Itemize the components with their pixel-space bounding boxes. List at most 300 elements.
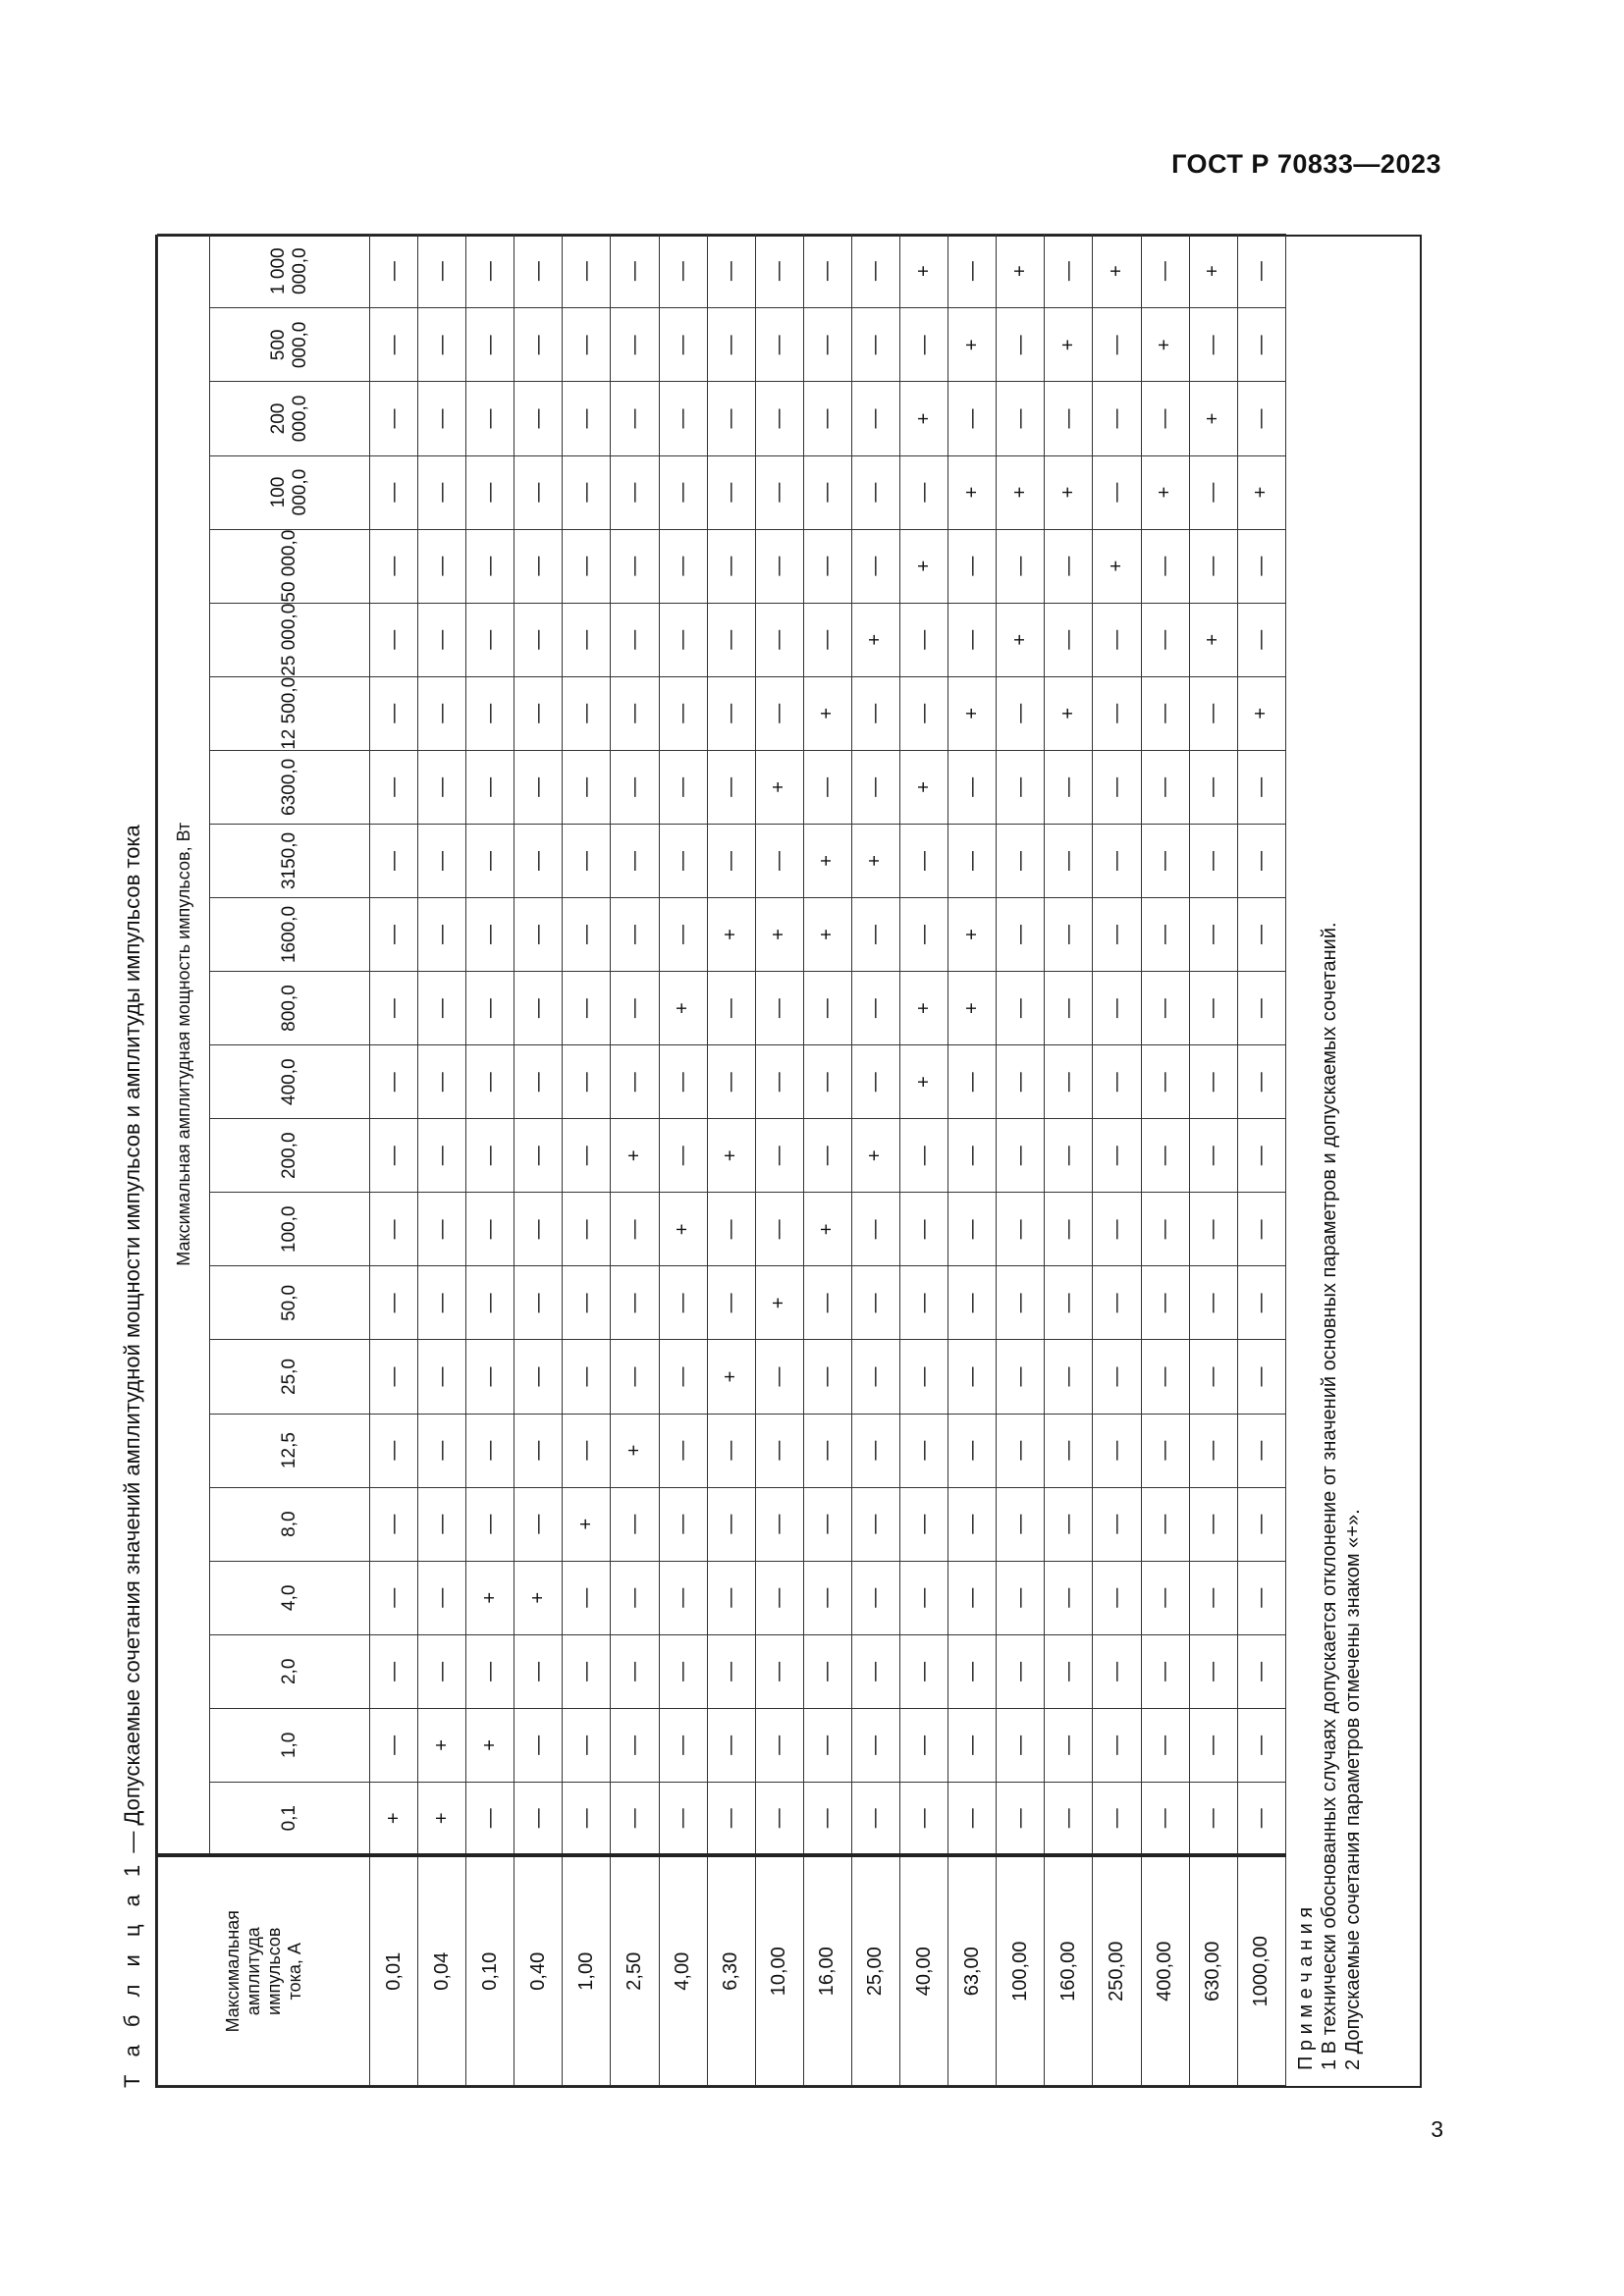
not-allowed-mark-cell: — bbox=[1141, 1634, 1189, 1708]
not-allowed-mark-cell: — bbox=[851, 1193, 899, 1266]
allowed-mark-cell: + bbox=[851, 824, 899, 897]
not-allowed-mark-cell: — bbox=[1237, 972, 1285, 1045]
not-allowed-mark-cell: — bbox=[514, 1487, 563, 1561]
not-allowed-mark-cell: — bbox=[659, 1119, 707, 1193]
not-allowed-mark-cell: — bbox=[1093, 750, 1141, 824]
not-allowed-mark-cell: — bbox=[707, 1414, 755, 1487]
table-row bbox=[466, 234, 514, 2085]
not-allowed-mark-cell: — bbox=[563, 603, 611, 676]
table-row bbox=[900, 234, 948, 2085]
not-allowed-mark-cell: — bbox=[1189, 1487, 1237, 1561]
allowed-mark-cell: + bbox=[611, 1119, 659, 1193]
power-column-header: 1,0 bbox=[210, 1708, 370, 1782]
not-allowed-mark-cell: — bbox=[1045, 1414, 1093, 1487]
not-allowed-mark-cell: — bbox=[563, 676, 611, 750]
not-allowed-mark-cell: — bbox=[707, 1487, 755, 1561]
allowed-mark-cell: + bbox=[948, 972, 997, 1045]
not-allowed-mark-cell: — bbox=[514, 1193, 563, 1266]
not-allowed-mark-cell: — bbox=[948, 1487, 997, 1561]
not-allowed-mark-cell: — bbox=[659, 455, 707, 529]
not-allowed-mark-cell: — bbox=[1045, 234, 1093, 307]
allowed-mark-cell: + bbox=[1189, 234, 1237, 307]
not-allowed-mark-cell: — bbox=[1045, 824, 1093, 897]
not-allowed-mark-cell: — bbox=[418, 897, 466, 971]
not-allowed-mark-cell: — bbox=[659, 824, 707, 897]
not-allowed-mark-cell: — bbox=[997, 1634, 1045, 1708]
not-allowed-mark-cell: — bbox=[466, 824, 514, 897]
not-allowed-mark-cell: — bbox=[997, 308, 1045, 382]
not-allowed-mark-cell: — bbox=[803, 529, 851, 603]
not-allowed-mark-cell: — bbox=[1189, 308, 1237, 382]
power-column-header: 100,0 bbox=[210, 1193, 370, 1266]
power-column-header: 25 000,0 bbox=[210, 603, 370, 676]
not-allowed-mark-cell: — bbox=[1093, 455, 1141, 529]
not-allowed-mark-cell: — bbox=[466, 750, 514, 824]
not-allowed-mark-cell: — bbox=[659, 1414, 707, 1487]
not-allowed-mark-cell: — bbox=[707, 308, 755, 382]
not-allowed-mark-cell: — bbox=[948, 750, 997, 824]
table-row bbox=[997, 234, 1045, 2085]
not-allowed-mark-cell: — bbox=[851, 1782, 899, 1855]
current-value-cell: 6,30 bbox=[707, 1856, 755, 2086]
not-allowed-mark-cell: — bbox=[611, 824, 659, 897]
not-allowed-mark-cell: — bbox=[900, 1634, 948, 1708]
table-caption-text: — Допускаемые сочетания значений амплитудной мощности импульсов и амплитуды импульсов тока bbox=[120, 825, 144, 1859]
not-allowed-mark-cell: — bbox=[997, 1414, 1045, 1487]
not-allowed-mark-cell: — bbox=[755, 1708, 803, 1782]
current-value-cell: 16,00 bbox=[803, 1856, 851, 2086]
not-allowed-mark-cell: — bbox=[1093, 308, 1141, 382]
not-allowed-mark-cell: — bbox=[514, 750, 563, 824]
not-allowed-mark-cell: — bbox=[900, 1340, 948, 1414]
not-allowed-mark-cell: — bbox=[803, 234, 851, 307]
not-allowed-mark-cell: — bbox=[803, 382, 851, 455]
allowed-mark-cell: + bbox=[900, 234, 948, 307]
not-allowed-mark-cell: — bbox=[611, 1782, 659, 1855]
power-column-header: 4,0 bbox=[210, 1561, 370, 1634]
not-allowed-mark-cell: — bbox=[1093, 1487, 1141, 1561]
not-allowed-mark-cell: — bbox=[948, 1340, 997, 1414]
not-allowed-mark-cell: — bbox=[1237, 308, 1285, 382]
current-value-cell: 630,00 bbox=[1189, 1856, 1237, 2086]
not-allowed-mark-cell: — bbox=[611, 1340, 659, 1414]
not-allowed-mark-cell: — bbox=[900, 1414, 948, 1487]
not-allowed-mark-cell: — bbox=[803, 750, 851, 824]
not-allowed-mark-cell: — bbox=[948, 603, 997, 676]
not-allowed-mark-cell: — bbox=[803, 1487, 851, 1561]
not-allowed-mark-cell: — bbox=[370, 1414, 418, 1487]
not-allowed-mark-cell: — bbox=[611, 1634, 659, 1708]
table-caption-label: Т а б л и ц а 1 bbox=[120, 1858, 144, 2088]
allowed-mark-cell: + bbox=[900, 382, 948, 455]
not-allowed-mark-cell: — bbox=[370, 897, 418, 971]
not-allowed-mark-cell: — bbox=[611, 603, 659, 676]
not-allowed-mark-cell: — bbox=[563, 308, 611, 382]
table-row bbox=[370, 234, 418, 2085]
not-allowed-mark-cell: — bbox=[370, 529, 418, 603]
not-allowed-mark-cell: — bbox=[370, 1266, 418, 1340]
not-allowed-mark-cell: — bbox=[707, 455, 755, 529]
not-allowed-mark-cell: — bbox=[1093, 676, 1141, 750]
power-column-header: 1600,0 bbox=[210, 897, 370, 971]
table-row bbox=[563, 234, 611, 2085]
allowed-mark-cell: + bbox=[997, 234, 1045, 307]
not-allowed-mark-cell: — bbox=[707, 676, 755, 750]
not-allowed-mark-cell: — bbox=[563, 234, 611, 307]
not-allowed-mark-cell: — bbox=[418, 676, 466, 750]
not-allowed-mark-cell: — bbox=[707, 1782, 755, 1855]
not-allowed-mark-cell: — bbox=[851, 1414, 899, 1487]
allowed-mark-cell: + bbox=[900, 750, 948, 824]
not-allowed-mark-cell: — bbox=[755, 1414, 803, 1487]
not-allowed-mark-cell: — bbox=[514, 1782, 563, 1855]
not-allowed-mark-cell: — bbox=[1141, 1414, 1189, 1487]
not-allowed-mark-cell: — bbox=[1093, 1119, 1141, 1193]
allowed-mark-cell: + bbox=[707, 1119, 755, 1193]
not-allowed-mark-cell: — bbox=[1189, 972, 1237, 1045]
not-allowed-mark-cell: — bbox=[1189, 1340, 1237, 1414]
not-allowed-mark-cell: — bbox=[418, 603, 466, 676]
not-allowed-mark-cell: — bbox=[803, 1561, 851, 1634]
not-allowed-mark-cell: — bbox=[1141, 1487, 1189, 1561]
not-allowed-mark-cell: — bbox=[1093, 824, 1141, 897]
not-allowed-mark-cell: — bbox=[851, 234, 899, 307]
current-header-line: тока, А bbox=[284, 1943, 304, 2001]
not-allowed-mark-cell: — bbox=[1189, 824, 1237, 897]
not-allowed-mark-cell: — bbox=[707, 603, 755, 676]
allowed-mark-cell: + bbox=[370, 1782, 418, 1855]
not-allowed-mark-cell: — bbox=[948, 1708, 997, 1782]
table-row bbox=[803, 234, 851, 2085]
not-allowed-mark-cell: — bbox=[1189, 897, 1237, 971]
power-column-header: 200 000,0 bbox=[210, 382, 370, 455]
power-column-header: 50,0 bbox=[210, 1266, 370, 1340]
not-allowed-mark-cell: — bbox=[659, 1045, 707, 1119]
allowed-mark-cell: + bbox=[851, 603, 899, 676]
not-allowed-mark-cell: — bbox=[707, 972, 755, 1045]
not-allowed-mark-cell: — bbox=[418, 1414, 466, 1487]
not-allowed-mark-cell: — bbox=[1045, 603, 1093, 676]
not-allowed-mark-cell: — bbox=[1045, 1340, 1093, 1414]
not-allowed-mark-cell: — bbox=[1093, 1340, 1141, 1414]
table-row bbox=[659, 234, 707, 2085]
not-allowed-mark-cell: — bbox=[659, 1708, 707, 1782]
not-allowed-mark-cell: — bbox=[370, 1634, 418, 1708]
not-allowed-mark-cell: — bbox=[1141, 1708, 1189, 1782]
allowed-mark-cell: + bbox=[900, 529, 948, 603]
not-allowed-mark-cell: — bbox=[659, 1634, 707, 1708]
not-allowed-mark-cell: — bbox=[997, 1045, 1045, 1119]
not-allowed-mark-cell: — bbox=[514, 382, 563, 455]
allowed-mark-cell: + bbox=[466, 1561, 514, 1634]
notes-title: П р и м е ч а н и я bbox=[1294, 1906, 1317, 2070]
not-allowed-mark-cell: — bbox=[418, 824, 466, 897]
not-allowed-mark-cell: — bbox=[514, 455, 563, 529]
not-allowed-mark-cell: — bbox=[1045, 1266, 1093, 1340]
table-row bbox=[418, 234, 466, 2085]
not-allowed-mark-cell: — bbox=[755, 382, 803, 455]
not-allowed-mark-cell: — bbox=[900, 308, 948, 382]
not-allowed-mark-cell: — bbox=[851, 750, 899, 824]
not-allowed-mark-cell: — bbox=[948, 1266, 997, 1340]
power-group-header: Максимальная амплитудная мощность импульсов, Вт bbox=[158, 234, 210, 1855]
not-allowed-mark-cell: — bbox=[370, 234, 418, 307]
not-allowed-mark-cell: — bbox=[1141, 1340, 1189, 1414]
not-allowed-mark-cell: — bbox=[466, 1119, 514, 1193]
table-row bbox=[1141, 234, 1189, 2085]
table-row bbox=[514, 234, 563, 2085]
current-header-line: импульсов bbox=[263, 1927, 284, 2015]
allowed-mark-cell: + bbox=[900, 972, 948, 1045]
not-allowed-mark-cell: — bbox=[418, 234, 466, 307]
not-allowed-mark-cell: — bbox=[1189, 1414, 1237, 1487]
not-allowed-mark-cell: — bbox=[1093, 972, 1141, 1045]
not-allowed-mark-cell: — bbox=[707, 1045, 755, 1119]
not-allowed-mark-cell: — bbox=[707, 234, 755, 307]
allowed-mark-cell: + bbox=[948, 308, 997, 382]
not-allowed-mark-cell: — bbox=[563, 1561, 611, 1634]
current-column-header bbox=[158, 1856, 370, 2086]
not-allowed-mark-cell: — bbox=[755, 234, 803, 307]
not-allowed-mark-cell: — bbox=[707, 1708, 755, 1782]
not-allowed-mark-cell: — bbox=[1093, 1561, 1141, 1634]
not-allowed-mark-cell: — bbox=[659, 529, 707, 603]
not-allowed-mark-cell: — bbox=[707, 1561, 755, 1634]
not-allowed-mark-cell: — bbox=[514, 234, 563, 307]
not-allowed-mark-cell: — bbox=[755, 1340, 803, 1414]
not-allowed-mark-cell: — bbox=[466, 603, 514, 676]
allowed-mark-cell: + bbox=[514, 1561, 563, 1634]
not-allowed-mark-cell: — bbox=[1141, 529, 1189, 603]
not-allowed-mark-cell: — bbox=[611, 455, 659, 529]
not-allowed-mark-cell: — bbox=[611, 1487, 659, 1561]
power-column-header: 800,0 bbox=[210, 972, 370, 1045]
not-allowed-mark-cell: — bbox=[755, 1782, 803, 1855]
not-allowed-mark-cell: — bbox=[1189, 529, 1237, 603]
not-allowed-mark-cell: — bbox=[707, 529, 755, 603]
not-allowed-mark-cell: — bbox=[466, 1414, 514, 1487]
not-allowed-mark-cell: — bbox=[948, 824, 997, 897]
not-allowed-mark-cell: — bbox=[900, 1561, 948, 1634]
not-allowed-mark-cell: — bbox=[1237, 1045, 1285, 1119]
current-value-cell: 100,00 bbox=[997, 1856, 1045, 2086]
allowed-mark-cell: + bbox=[948, 897, 997, 971]
power-column-header: 3150,0 bbox=[210, 824, 370, 897]
not-allowed-mark-cell: — bbox=[1045, 1193, 1093, 1266]
not-allowed-mark-cell: — bbox=[514, 972, 563, 1045]
not-allowed-mark-cell: — bbox=[1189, 750, 1237, 824]
not-allowed-mark-cell: — bbox=[659, 1561, 707, 1634]
not-allowed-mark-cell: — bbox=[563, 455, 611, 529]
allowed-mark-cell: + bbox=[1237, 676, 1285, 750]
not-allowed-mark-cell: — bbox=[707, 1266, 755, 1340]
not-allowed-mark-cell: — bbox=[514, 1708, 563, 1782]
not-allowed-mark-cell: — bbox=[563, 1414, 611, 1487]
not-allowed-mark-cell: — bbox=[370, 1119, 418, 1193]
table-row bbox=[611, 234, 659, 2085]
allowed-mark-cell: + bbox=[1141, 455, 1189, 529]
not-allowed-mark-cell: — bbox=[803, 1266, 851, 1340]
current-value-cell: 0,04 bbox=[418, 1856, 466, 2086]
page-number: 3 bbox=[1431, 2116, 1443, 2142]
not-allowed-mark-cell: — bbox=[418, 1634, 466, 1708]
not-allowed-mark-cell: — bbox=[563, 1045, 611, 1119]
not-allowed-mark-cell: — bbox=[466, 1634, 514, 1708]
not-allowed-mark-cell: — bbox=[803, 972, 851, 1045]
not-allowed-mark-cell: — bbox=[611, 529, 659, 603]
not-allowed-mark-cell: — bbox=[1237, 529, 1285, 603]
allowed-mark-cell: + bbox=[466, 1708, 514, 1782]
not-allowed-mark-cell: — bbox=[755, 1487, 803, 1561]
not-allowed-mark-cell: — bbox=[851, 1561, 899, 1634]
not-allowed-mark-cell: — bbox=[370, 603, 418, 676]
not-allowed-mark-cell: — bbox=[611, 308, 659, 382]
not-allowed-mark-cell: — bbox=[1093, 897, 1141, 971]
not-allowed-mark-cell: — bbox=[1237, 1340, 1285, 1414]
not-allowed-mark-cell: — bbox=[851, 455, 899, 529]
not-allowed-mark-cell: — bbox=[900, 897, 948, 971]
not-allowed-mark-cell: — bbox=[466, 1266, 514, 1340]
not-allowed-mark-cell: — bbox=[370, 1561, 418, 1634]
not-allowed-mark-cell: — bbox=[466, 234, 514, 307]
current-value-cell: 400,00 bbox=[1141, 1856, 1189, 2086]
not-allowed-mark-cell: — bbox=[948, 1045, 997, 1119]
not-allowed-mark-cell: — bbox=[1189, 1119, 1237, 1193]
current-value-cell: 10,00 bbox=[755, 1856, 803, 2086]
not-allowed-mark-cell: — bbox=[370, 972, 418, 1045]
not-allowed-mark-cell: — bbox=[466, 1045, 514, 1119]
not-allowed-mark-cell: — bbox=[851, 1708, 899, 1782]
power-column-header: 6300,0 bbox=[210, 750, 370, 824]
not-allowed-mark-cell: — bbox=[514, 308, 563, 382]
not-allowed-mark-cell: — bbox=[370, 455, 418, 529]
not-allowed-mark-cell: — bbox=[1237, 382, 1285, 455]
not-allowed-mark-cell: — bbox=[418, 1193, 466, 1266]
not-allowed-mark-cell: — bbox=[466, 455, 514, 529]
not-allowed-mark-cell: — bbox=[1045, 750, 1093, 824]
power-column-header: 1 000 000,0 bbox=[210, 234, 370, 307]
not-allowed-mark-cell: — bbox=[418, 382, 466, 455]
not-allowed-mark-cell: — bbox=[1045, 897, 1093, 971]
allowed-mark-cell: + bbox=[997, 603, 1045, 676]
current-value-cell: 160,00 bbox=[1045, 1856, 1093, 2086]
not-allowed-mark-cell: — bbox=[1237, 1266, 1285, 1340]
not-allowed-mark-cell: — bbox=[1141, 234, 1189, 307]
not-allowed-mark-cell: — bbox=[1237, 824, 1285, 897]
not-allowed-mark-cell: — bbox=[418, 1266, 466, 1340]
not-allowed-mark-cell: — bbox=[1141, 972, 1189, 1045]
not-allowed-mark-cell: — bbox=[1237, 897, 1285, 971]
not-allowed-mark-cell: — bbox=[755, 529, 803, 603]
not-allowed-mark-cell: — bbox=[563, 1266, 611, 1340]
not-allowed-mark-cell: — bbox=[659, 1487, 707, 1561]
not-allowed-mark-cell: — bbox=[1045, 972, 1093, 1045]
not-allowed-mark-cell: — bbox=[707, 824, 755, 897]
not-allowed-mark-cell: — bbox=[370, 1193, 418, 1266]
current-value-cell: 0,10 bbox=[466, 1856, 514, 2086]
not-allowed-mark-cell: — bbox=[900, 1193, 948, 1266]
power-column-header: 200,0 bbox=[210, 1119, 370, 1193]
not-allowed-mark-cell: — bbox=[1093, 1045, 1141, 1119]
not-allowed-mark-cell: — bbox=[563, 897, 611, 971]
not-allowed-mark-cell: — bbox=[851, 529, 899, 603]
not-allowed-mark-cell: — bbox=[851, 308, 899, 382]
note-item: 1 В технически обоснованных случаях допускается отклонение от значений основных параметров и допускаемых сочетаний. bbox=[1318, 922, 1340, 2070]
not-allowed-mark-cell: — bbox=[659, 897, 707, 971]
not-allowed-mark-cell: — bbox=[1189, 1193, 1237, 1266]
not-allowed-mark-cell: — bbox=[1237, 1119, 1285, 1193]
not-allowed-mark-cell: — bbox=[1045, 382, 1093, 455]
not-allowed-mark-cell: — bbox=[755, 676, 803, 750]
not-allowed-mark-cell: — bbox=[803, 603, 851, 676]
table-row bbox=[1189, 234, 1237, 2085]
current-value-cell: 1,00 bbox=[563, 1856, 611, 2086]
not-allowed-mark-cell: — bbox=[1045, 1045, 1093, 1119]
not-allowed-mark-cell: — bbox=[1141, 1045, 1189, 1119]
power-column-header: 0,1 bbox=[210, 1782, 370, 1855]
current-value-cell: 40,00 bbox=[900, 1856, 948, 2086]
not-allowed-mark-cell: — bbox=[659, 234, 707, 307]
not-allowed-mark-cell: — bbox=[418, 455, 466, 529]
not-allowed-mark-cell: — bbox=[418, 1487, 466, 1561]
not-allowed-mark-cell: — bbox=[803, 1782, 851, 1855]
not-allowed-mark-cell: — bbox=[514, 1414, 563, 1487]
not-allowed-mark-cell: — bbox=[803, 455, 851, 529]
not-allowed-mark-cell: — bbox=[514, 1340, 563, 1414]
not-allowed-mark-cell: — bbox=[1141, 603, 1189, 676]
power-column-header: 12,5 bbox=[210, 1414, 370, 1487]
allowed-mark-cell: + bbox=[1045, 455, 1093, 529]
not-allowed-mark-cell: — bbox=[1093, 1634, 1141, 1708]
not-allowed-mark-cell: — bbox=[466, 972, 514, 1045]
not-allowed-mark-cell: — bbox=[466, 529, 514, 603]
not-allowed-mark-cell: — bbox=[755, 603, 803, 676]
not-allowed-mark-cell: — bbox=[1189, 1782, 1237, 1855]
allowed-mark-cell: + bbox=[755, 897, 803, 971]
not-allowed-mark-cell: — bbox=[803, 1119, 851, 1193]
not-allowed-mark-cell: — bbox=[851, 897, 899, 971]
not-allowed-mark-cell: — bbox=[997, 1119, 1045, 1193]
not-allowed-mark-cell: — bbox=[1189, 1708, 1237, 1782]
not-allowed-mark-cell: — bbox=[1141, 897, 1189, 971]
not-allowed-mark-cell: — bbox=[803, 1634, 851, 1708]
not-allowed-mark-cell: — bbox=[851, 1045, 899, 1119]
not-allowed-mark-cell: — bbox=[466, 1193, 514, 1266]
not-allowed-mark-cell: — bbox=[611, 897, 659, 971]
not-allowed-mark-cell: — bbox=[418, 1119, 466, 1193]
allowed-mark-cell: + bbox=[418, 1708, 466, 1782]
not-allowed-mark-cell: — bbox=[659, 382, 707, 455]
not-allowed-mark-cell: — bbox=[611, 1266, 659, 1340]
allowed-mark-cell: + bbox=[900, 1045, 948, 1119]
not-allowed-mark-cell: — bbox=[997, 824, 1045, 897]
not-allowed-mark-cell: — bbox=[370, 676, 418, 750]
table-caption bbox=[110, 825, 155, 2088]
not-allowed-mark-cell: — bbox=[611, 972, 659, 1045]
not-allowed-mark-cell: — bbox=[755, 1634, 803, 1708]
not-allowed-mark-cell: — bbox=[659, 750, 707, 824]
not-allowed-mark-cell: — bbox=[1237, 1708, 1285, 1782]
not-allowed-mark-cell: — bbox=[611, 1561, 659, 1634]
allowed-mark-cell: + bbox=[755, 750, 803, 824]
not-allowed-mark-cell: — bbox=[803, 1708, 851, 1782]
not-allowed-mark-cell: — bbox=[611, 676, 659, 750]
not-allowed-mark-cell: — bbox=[997, 1561, 1045, 1634]
table-row bbox=[1045, 234, 1093, 2085]
table-frame bbox=[155, 235, 1422, 2088]
not-allowed-mark-cell: — bbox=[1237, 750, 1285, 824]
not-allowed-mark-cell: — bbox=[1189, 1561, 1237, 1634]
